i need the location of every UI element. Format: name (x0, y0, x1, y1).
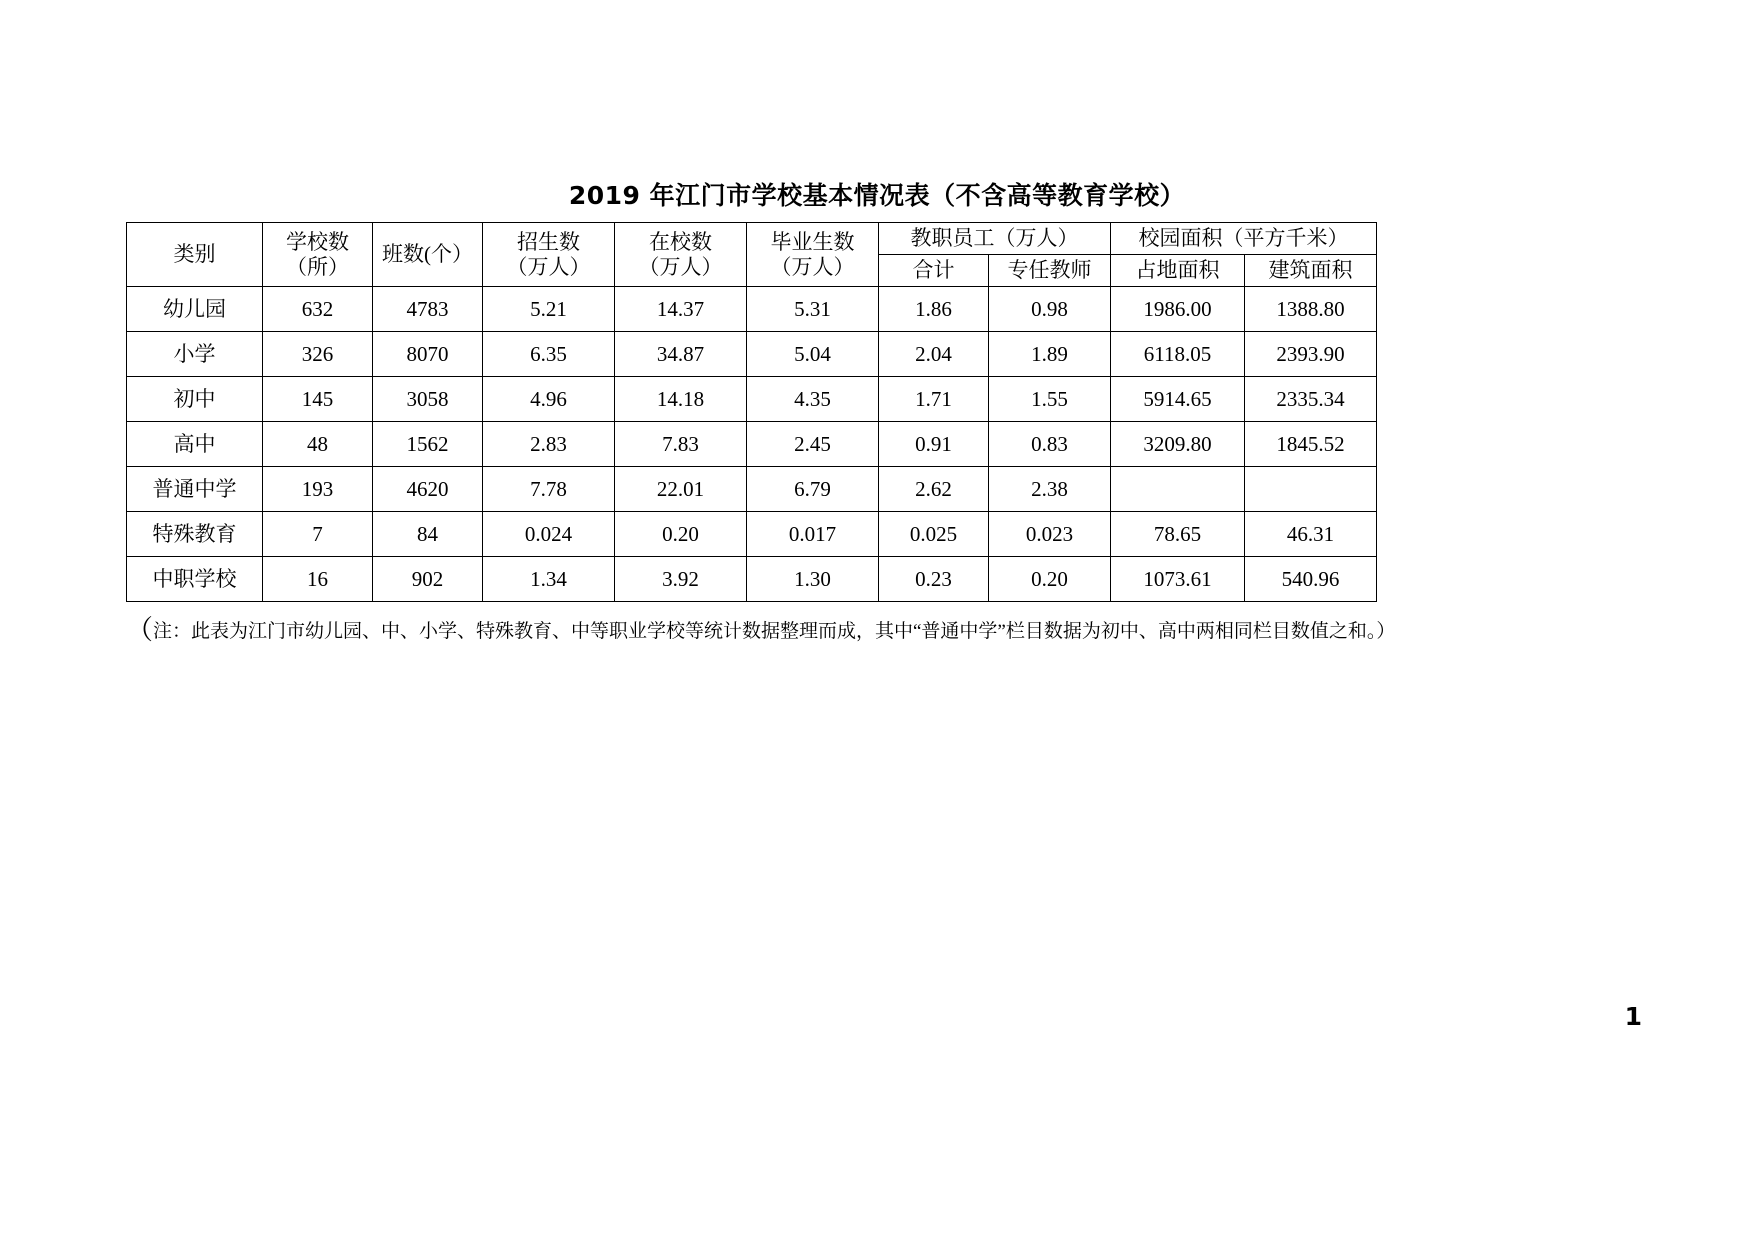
cell-enrolled: 2.83 (483, 422, 615, 467)
footnote-open-paren: （ (126, 615, 153, 645)
header-area-building: 建筑面积 (1245, 255, 1377, 287)
cell-at-school: 7.83 (615, 422, 747, 467)
table-row (127, 287, 1377, 332)
cell-schools: 48 (263, 422, 373, 467)
cell-graduates: 2.45 (747, 422, 879, 467)
cell-schools: 193 (263, 467, 373, 512)
cell-category: 中职学校 (127, 557, 263, 602)
cell-staff-fulltime: 1.89 (989, 332, 1111, 377)
cell-area-building: 1388.80 (1245, 287, 1377, 332)
cell-classes: 4783 (373, 287, 483, 332)
table-row (127, 557, 1377, 602)
cell-area-land: 6118.05 (1111, 332, 1245, 377)
header-area-land: 占地面积 (1111, 255, 1245, 287)
header-classes: 班数(个） (373, 223, 483, 287)
cell-enrolled: 1.34 (483, 557, 615, 602)
cell-enrolled: 6.35 (483, 332, 615, 377)
cell-area-land (1111, 467, 1245, 512)
cell-enrolled: 0.024 (483, 512, 615, 557)
cell-at-school: 0.20 (615, 512, 747, 557)
cell-schools: 16 (263, 557, 373, 602)
header-schools (263, 223, 373, 287)
school-statistics-table-container (126, 222, 1376, 602)
cell-graduates: 6.79 (747, 467, 879, 512)
table-row (127, 332, 1377, 377)
cell-area-land: 78.65 (1111, 512, 1245, 557)
cell-staff-fulltime: 0.20 (989, 557, 1111, 602)
header-schools-line2: （所） (286, 254, 349, 279)
cell-area-building: 46.31 (1245, 512, 1377, 557)
cell-category: 幼儿园 (127, 287, 263, 332)
cell-schools: 145 (263, 377, 373, 422)
cell-schools: 326 (263, 332, 373, 377)
cell-staff-fulltime: 0.83 (989, 422, 1111, 467)
cell-staff-fulltime: 0.023 (989, 512, 1111, 557)
cell-area-land: 3209.80 (1111, 422, 1245, 467)
cell-graduates: 1.30 (747, 557, 879, 602)
cell-schools: 7 (263, 512, 373, 557)
table-body (127, 287, 1377, 602)
cell-staff-total: 1.86 (879, 287, 989, 332)
cell-staff-total: 0.025 (879, 512, 989, 557)
cell-classes: 902 (373, 557, 483, 602)
cell-area-land: 1073.61 (1111, 557, 1245, 602)
header-graduates-line2: （万人） (770, 254, 855, 279)
header-at-school (615, 223, 747, 287)
cell-at-school: 3.92 (615, 557, 747, 602)
cell-classes: 84 (373, 512, 483, 557)
cell-area-building (1245, 467, 1377, 512)
table-row (127, 377, 1377, 422)
cell-category: 普通中学 (127, 467, 263, 512)
cell-category: 高中 (127, 422, 263, 467)
header-enrolled-line1: 招生数 (517, 229, 580, 254)
cell-schools: 632 (263, 287, 373, 332)
cell-staff-fulltime: 0.98 (989, 287, 1111, 332)
table-header-row-1 (127, 223, 1377, 255)
table-row (127, 467, 1377, 512)
cell-enrolled: 4.96 (483, 377, 615, 422)
cell-staff-total: 0.23 (879, 557, 989, 602)
header-at-school-line1: 在校数 (649, 229, 712, 254)
cell-category: 特殊教育 (127, 512, 263, 557)
cell-area-building: 1845.52 (1245, 422, 1377, 467)
footnote-text: 注：此表为江门市幼儿园、中、小学、特殊教育、中等职业学校等统计数据整理而成，其中“普通中学”栏目数据为初中、高中两相同栏目数值之和。） (153, 621, 1396, 642)
cell-at-school: 34.87 (615, 332, 747, 377)
cell-area-land: 1986.00 (1111, 287, 1245, 332)
header-staff-group: 教职员工（万人） (879, 223, 1111, 255)
header-staff-fulltime: 专任教师 (989, 255, 1111, 287)
cell-area-land: 5914.65 (1111, 377, 1245, 422)
cell-classes: 8070 (373, 332, 483, 377)
cell-graduates: 5.04 (747, 332, 879, 377)
cell-staff-total: 1.71 (879, 377, 989, 422)
header-area-group: 校园面积（平方千米） (1111, 223, 1377, 255)
cell-enrolled: 7.78 (483, 467, 615, 512)
header-enrolled-line2: （万人） (506, 254, 591, 279)
cell-graduates: 5.31 (747, 287, 879, 332)
cell-graduates: 4.35 (747, 377, 879, 422)
cell-classes: 4620 (373, 467, 483, 512)
cell-graduates: 0.017 (747, 512, 879, 557)
cell-area-building: 2393.90 (1245, 332, 1377, 377)
cell-at-school: 14.18 (615, 377, 747, 422)
cell-classes: 1562 (373, 422, 483, 467)
cell-category: 初中 (127, 377, 263, 422)
table-row (127, 422, 1377, 467)
header-enrolled (483, 223, 615, 287)
header-graduates (747, 223, 879, 287)
header-staff-total: 合计 (879, 255, 989, 287)
cell-classes: 3058 (373, 377, 483, 422)
cell-area-building: 540.96 (1245, 557, 1377, 602)
cell-area-building: 2335.34 (1245, 377, 1377, 422)
cell-staff-total: 2.62 (879, 467, 989, 512)
cell-staff-total: 0.91 (879, 422, 989, 467)
cell-at-school: 14.37 (615, 287, 747, 332)
table-header (127, 223, 1377, 287)
table-footnote (126, 612, 1626, 650)
header-at-school-line2: （万人） (638, 254, 723, 279)
cell-staff-total: 2.04 (879, 332, 989, 377)
table-row (127, 512, 1377, 557)
header-schools-line1: 学校数 (286, 229, 349, 254)
cell-enrolled: 5.21 (483, 287, 615, 332)
page-number: 1 (1624, 1002, 1642, 1031)
cell-at-school: 22.01 (615, 467, 747, 512)
cell-staff-fulltime: 2.38 (989, 467, 1111, 512)
school-statistics-table (126, 222, 1377, 602)
cell-category: 小学 (127, 332, 263, 377)
header-graduates-line1: 毕业生数 (770, 229, 855, 254)
header-category: 类别 (127, 223, 263, 287)
page-title: 2019 年江门市学校基本情况表（不含高等教育学校） (568, 181, 1186, 210)
cell-staff-fulltime: 1.55 (989, 377, 1111, 422)
